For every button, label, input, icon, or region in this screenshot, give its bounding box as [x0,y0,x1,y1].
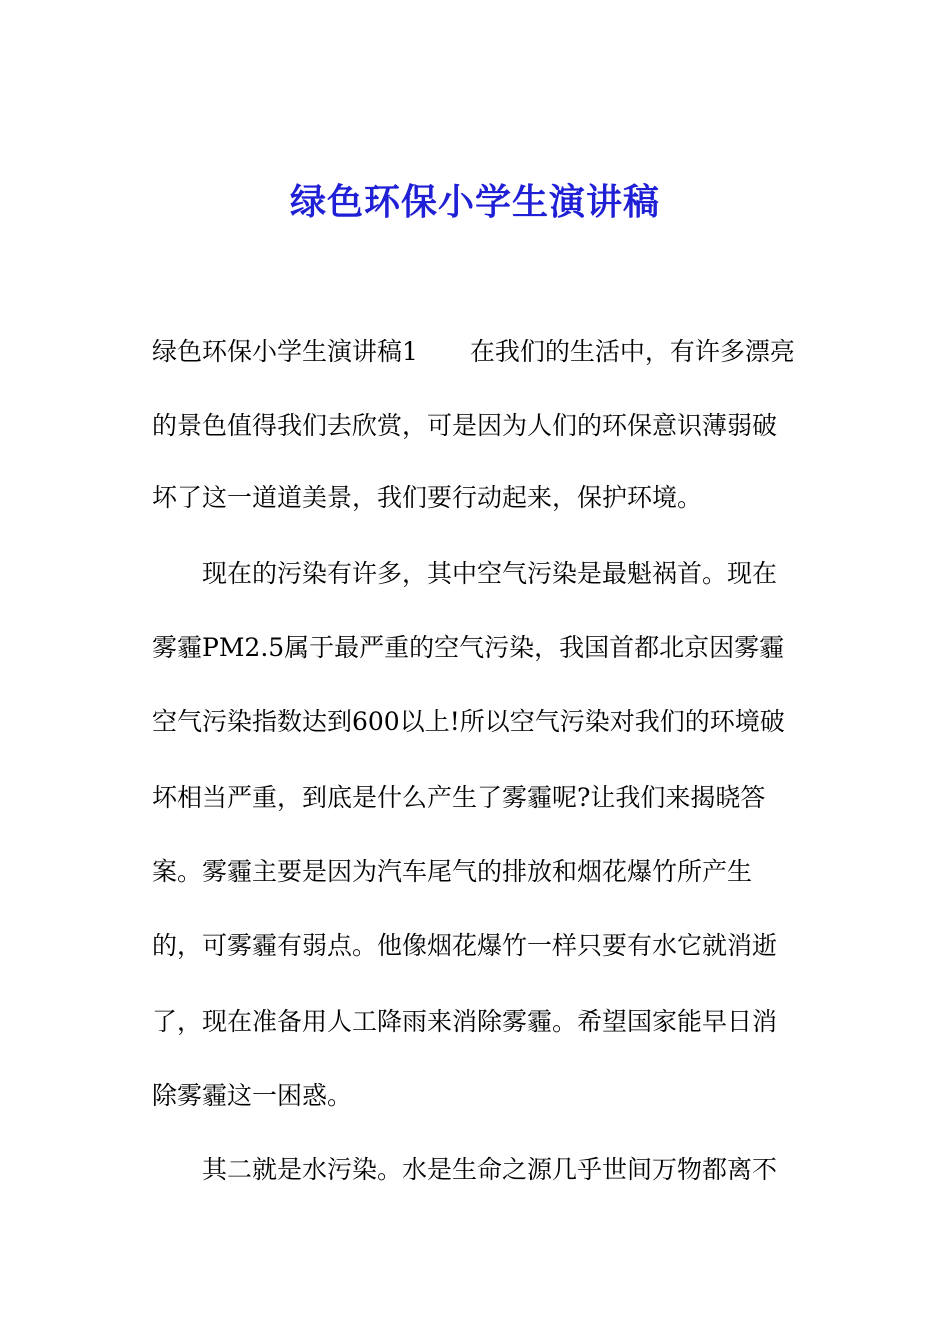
paragraph-2-line-5: 案。雾霾主要是因为汽车尾气的排放和烟花爆竹所产生 [152,857,753,886]
paragraph-1-line-1 [152,334,795,370]
paragraph-2-line-1: 现在的污染有许多，其中空气污染是最魁祸首。现在 [202,559,778,588]
paragraph-2-line-4: 坏相当严重，到底是什么产生了雾霾呢?让我们来揭晓答 [152,783,766,812]
paragraph-1-line-3: 坏了这一道道美景，我们要行动起来，保护环境。 [152,483,703,512]
paragraph-3-line-1: 其二就是水污染。水是生命之源几乎世间万物都离不 [202,1155,778,1184]
paragraph-2-line-7: 了，现在准备用人工降雨来消除雾霾。希望国家能早日消 [152,1007,778,1036]
paragraph-1-line-1-text: 在我们的生活中，有许多漂亮 [469,337,795,366]
document-title: 绿色环保小学生演讲稿 [289,181,660,223]
speech-heading: 绿色环保小学生演讲稿1 [152,337,418,366]
paragraph-2-line-8: 除雾霾这一困惑。 [152,1081,353,1110]
paragraph-2-line-6: 的，可雾霾有弱点。他像烟花爆竹一样只要有水它就消逝 [152,931,778,960]
paragraph-1-line-2: 的景色值得我们去欣赏，可是因为人们的环保意识薄弱破 [152,411,778,440]
paragraph-2-line-2: 雾霾PM2.5属于最严重的空气污染，我国首都北京因雾霾 [152,633,785,662]
paragraph-2-line-3: 空气污染指数达到600以上!所以空气污染对我们的环境破 [152,707,785,736]
